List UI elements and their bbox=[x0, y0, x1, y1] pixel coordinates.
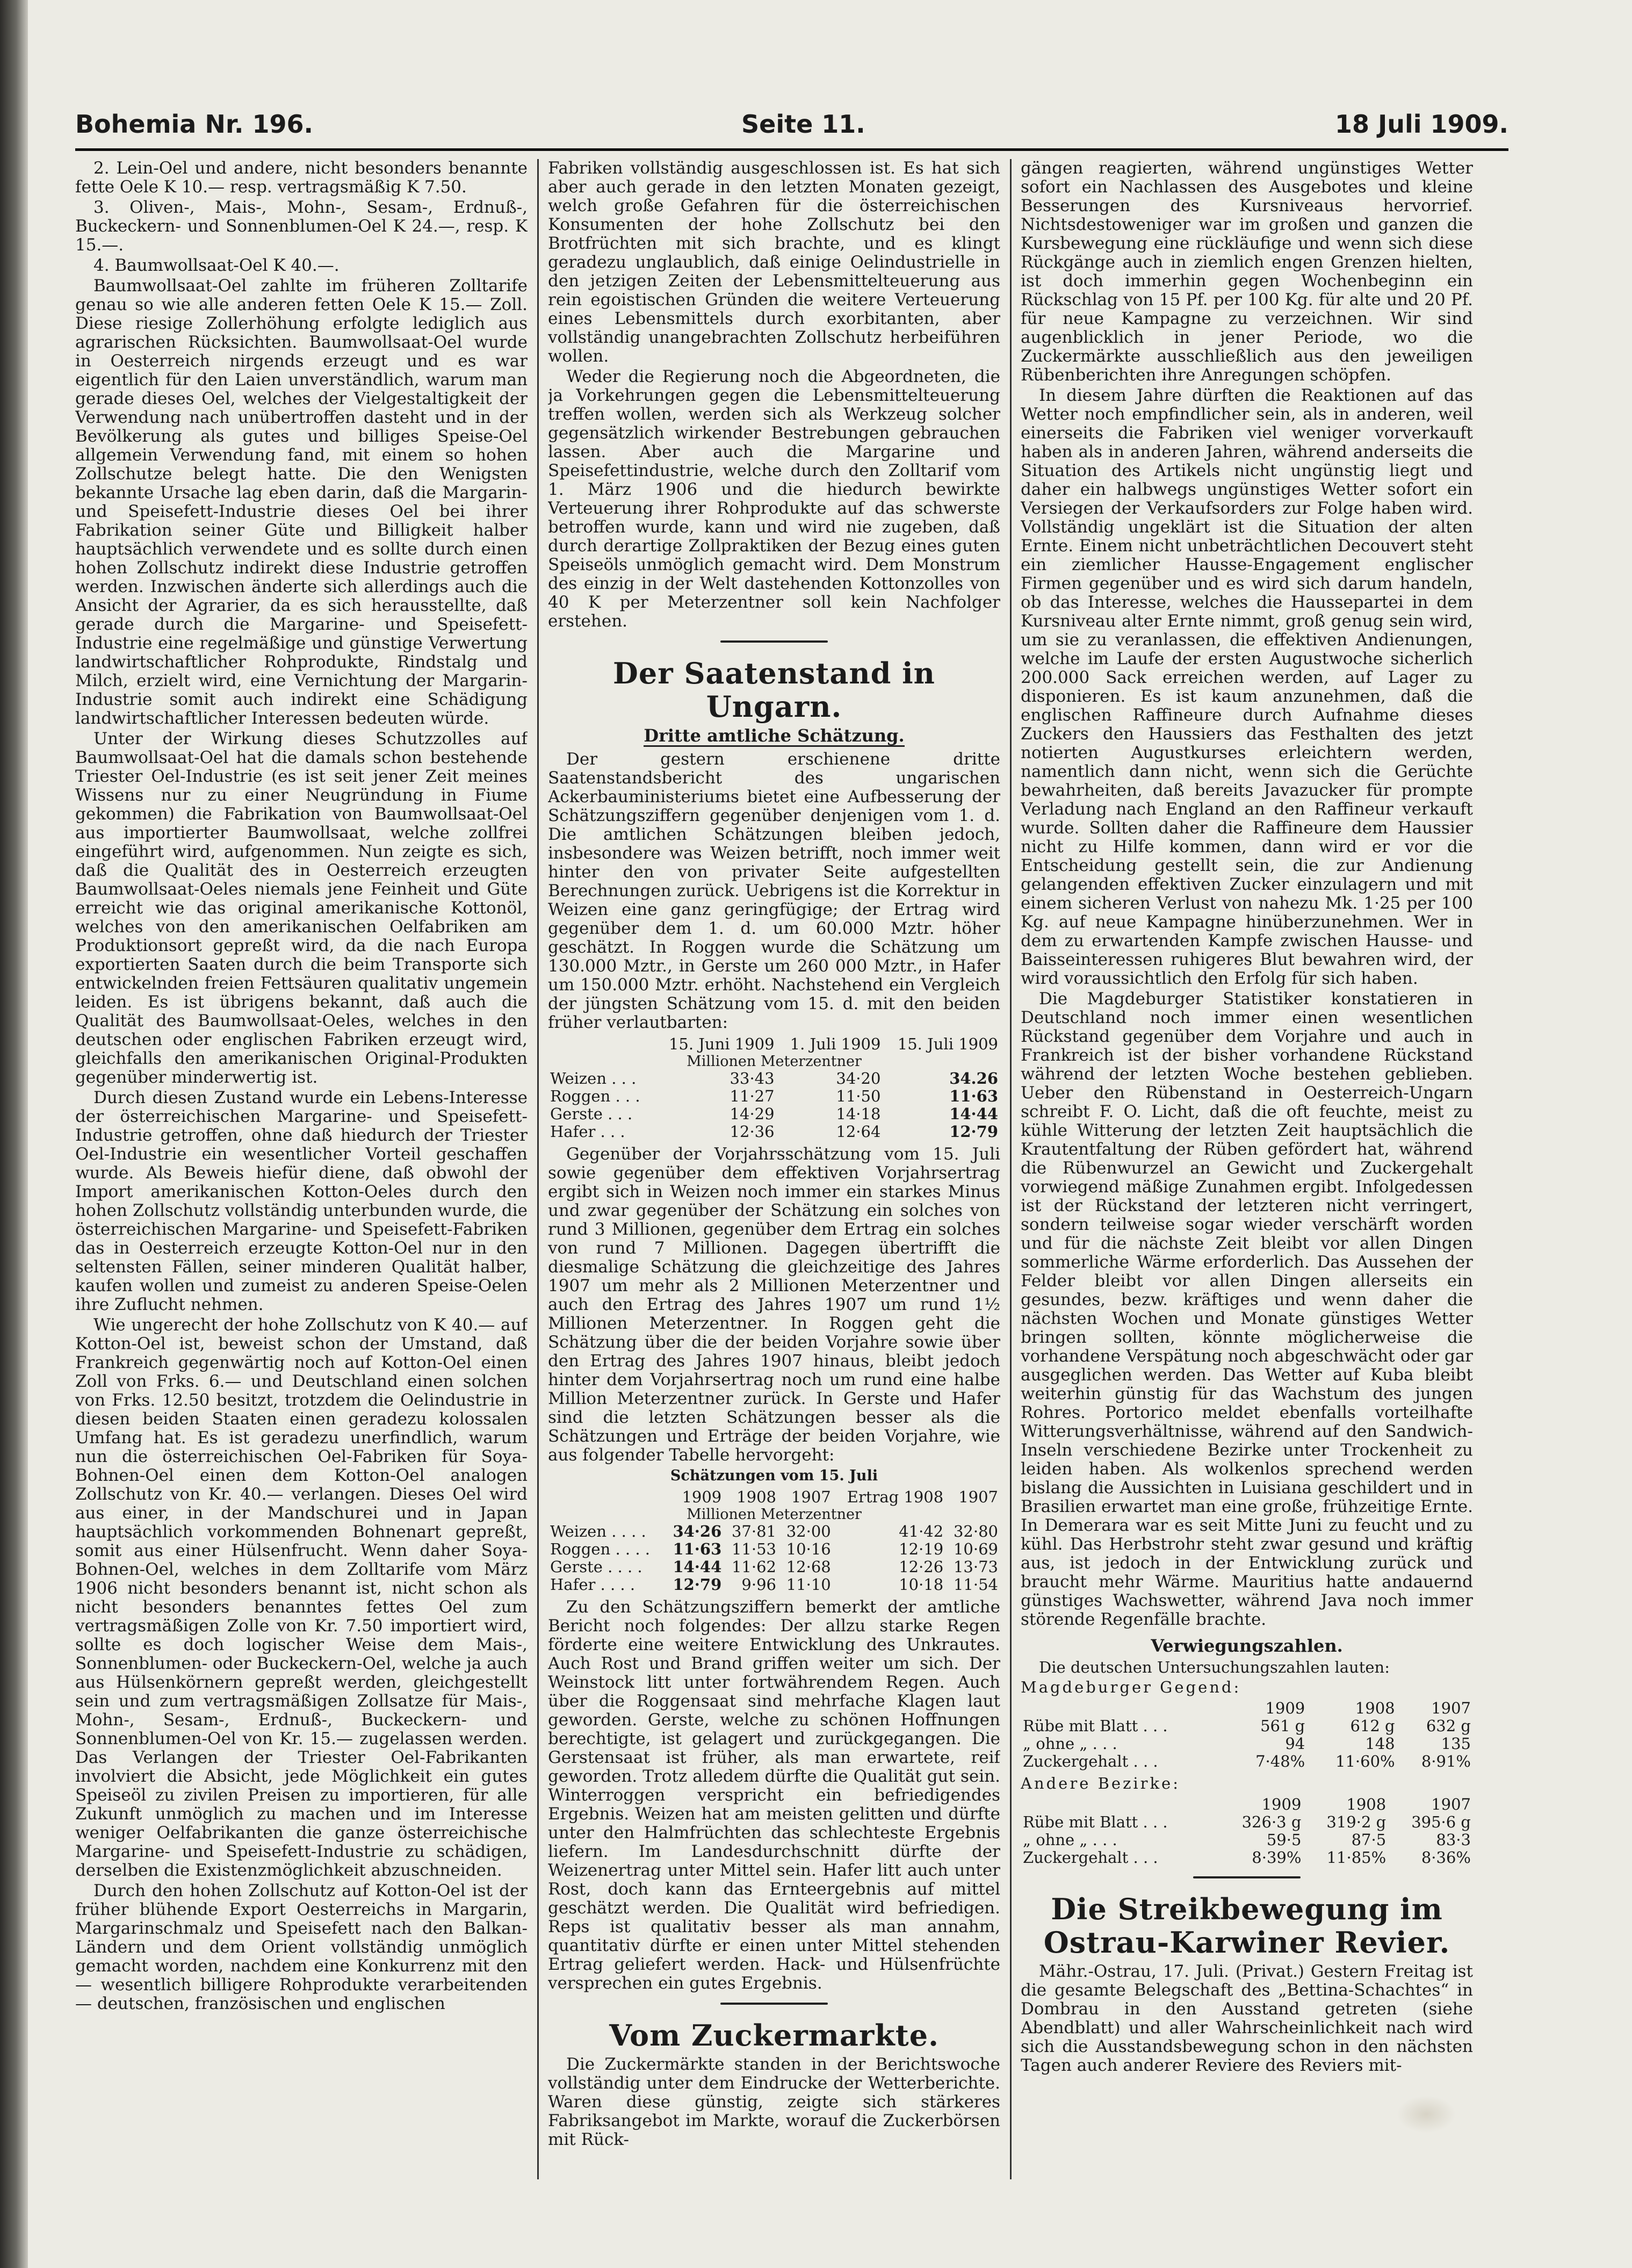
table-cell: 11·62 bbox=[731, 1558, 776, 1576]
row-label: „ ohne „ . . . bbox=[1023, 1734, 1117, 1753]
table-cell: 11·60% bbox=[1335, 1752, 1395, 1770]
table-header: 1. Juli 1909 bbox=[790, 1035, 881, 1053]
table-row bbox=[1021, 1813, 1473, 1831]
table-row bbox=[548, 1123, 1000, 1141]
weighing-title: Verwiegungszahlen. bbox=[1151, 1636, 1343, 1656]
article-subtitle bbox=[548, 726, 1000, 747]
header-date: 18 Juli 1909. bbox=[1335, 110, 1508, 139]
column-rule bbox=[1010, 159, 1012, 2179]
article-title-streik-line1: Die Streikbewegung im bbox=[1051, 1892, 1443, 1926]
table-cell: 34.26 bbox=[949, 1069, 998, 1088]
table-header: 1909 bbox=[1261, 1795, 1302, 1813]
table-row bbox=[548, 1576, 1000, 1594]
table-row bbox=[548, 1558, 1000, 1576]
table-cell: 32·00 bbox=[786, 1522, 831, 1540]
paragraph: gängen reagierten, während ungünstiges Wetter sofort ein Nachlassen des Ausgebotes und kleine Besserungen des Kursniveaus hervorrief. Nichtsdestoweniger war im großen und ganzen die Kursbewegung eine rückläufige und wenn sich diese Rückgänge auch in ziemlich engen Grenzen hielten, ist doch immerhin gegen Wochenbeginn ein Rückschlag von 15 Pf. per 100 Kg. für alte und 20 Pf. für neue Kampagne zu verzeichnen. Wir sind augenblicklich in jener Periode, wo die Zuckermärkte ausschließlich aus den jeweiligen Rübenberichten ihre Anregungen schöpfen. bbox=[1021, 159, 1473, 385]
table-cell: 12·79 bbox=[673, 1575, 722, 1594]
table-header: 1908 bbox=[1355, 1699, 1395, 1717]
paragraph: Zu den Schätzungsziffern bemerkt der amtliche Bericht noch folgendes: Der allzu starke Regen förderte eine weitere Entwicklung des Unkrautes. Auch Rost und Brand griffen weiter um sich. Der Weinstock litt unter fortwährendem Regen. Auch über die Roggensaat sind mehrfache Klagen laut geworden. Gerste, welche zu schönen Hoffnungen berechtigte, ist gelagert und zurückgegangen. Die Gerstensaat ist früher, als man erwartete, reif geworden. Trotz alledem dürfte die Qualität gut sein. Winterroggen verspricht ein befriedigendes Ergebnis. Weizen hat am meisten gelitten und dürfte unter den Halmfrüchten das schlechteste Ergebnis liefern. Im Landesdurchschnitt dürfte der Weizenertrag unter Mittel sein. Hafer litt auch unter Rost, doch kann das Ernteergebnis auf mittel geschätzt werden. Die Qualität wird befriedigen. Reps ist qualitativ besser als man annahm, quantitativ dürfte er einen unter Mittel stehenden Ertrag geliefert werden. Hack- und Hülsenfrüchte versprechen ein gutes Ergebnis. bbox=[548, 1597, 1000, 1993]
table-row bbox=[548, 1105, 1000, 1123]
row-label: Zuckergehalt . . . bbox=[1023, 1752, 1158, 1770]
table-header: Ertrag 1908 bbox=[847, 1488, 944, 1506]
column-rule bbox=[537, 159, 539, 2179]
table-cell: 11·54 bbox=[953, 1575, 998, 1594]
column-3 bbox=[1021, 159, 1473, 2190]
table-corner bbox=[548, 1035, 654, 1053]
table-cell: 14·44 bbox=[949, 1105, 998, 1123]
table-cell: 9·96 bbox=[741, 1575, 776, 1594]
row-label: Zuckergehalt . . . bbox=[1023, 1848, 1158, 1867]
table-cell: 12·36 bbox=[730, 1122, 775, 1141]
table-cell: 10·18 bbox=[899, 1575, 944, 1594]
table-unit: Millionen Meterzentner bbox=[687, 1053, 862, 1070]
table-cell: 612 g bbox=[1350, 1717, 1395, 1735]
table-cell: 11·27 bbox=[730, 1087, 775, 1105]
table-corner bbox=[1021, 1700, 1231, 1717]
table-cell: 11·85% bbox=[1326, 1848, 1387, 1867]
paragraph: Weder die Regierung noch die Abgeordneten, die ja Vorkehrungen gegen die Lebensmittelteuerung treffen wollen, werden sich als Werkzeug solcher gegensätzlich wirkender Bestrebungen gebrauchen lassen. Aber auch die Margarine und Speisefettindustrie, welche durch den Zolltarif vom 1. März 1906 und die hiedurch bewirkte Verteuerung ihrer Rohprodukte auf das schwerste betroffen wurde, kann und wird nie zugeben, daß durch derartige Zollpraktiken der Bezug eines guten Speiseöls unmöglich gemacht wird. Dem Monstrum des einzig in der Welt dastehenden Kottonzolles von 40 K per Meterzentner soll kein Nachfolger erstehen. bbox=[548, 367, 1000, 631]
table-header: 1907 bbox=[1431, 1699, 1471, 1717]
paragraph: Fabriken vollständig ausgeschlossen ist. Es hat sich aber auch gerade in den letzten Monaten gezeigt, welch große Gefahren für die österreichischen Konsumenten der hohe Zollschutz bei den Brotfrüchten mit sich brachte, und es klingt geradezu unglaublich, daß einige Oelindustrielle in den jetzigen Zeiten der Lebensmittelteuerung aus rein egoistischen Gründen die weitere Verteuerung eines Lebensmittels durch exorbitanten, aber vollständig unangebrachten Zollschutz herbeiführen wollen. bbox=[548, 159, 1000, 366]
table-row bbox=[1021, 1849, 1473, 1867]
table-row bbox=[1021, 1831, 1473, 1849]
table-row bbox=[548, 1540, 1000, 1558]
row-label: Weizen . . . . bbox=[550, 1522, 646, 1540]
paragraph: 2. Lein-Oel und andere, nicht besonders benannte fette Oele K 10.— resp. vertragsmäßig K 7.50. bbox=[75, 159, 528, 197]
table-cell: 83·3 bbox=[1436, 1831, 1471, 1849]
header-rule bbox=[75, 148, 1508, 151]
table-header: 1908 bbox=[1346, 1795, 1387, 1813]
row-label: „ ohne „ . . . bbox=[1023, 1831, 1117, 1849]
table-cell: 7·48% bbox=[1255, 1752, 1305, 1770]
column-2 bbox=[548, 159, 1000, 2190]
table-cell: 13·73 bbox=[953, 1558, 998, 1576]
table-header: 1907 bbox=[958, 1488, 998, 1506]
table-corner bbox=[1021, 1796, 1219, 1813]
paragraph: Unter der Wirkung dieses Schutzzolles auf Baumwollsaat-Oel hat die damals schon bestehende Triester Oel-Industrie (es ist seit jener Zeit meines Wissens nur zu einer Neugründung in Fiume gekommen) die Fabrikation von Baumwollsaat-Oel aus importierter Baumwollsaat, welche zollfrei eingeführt wird, aufgenommen. Nun zeigte es sich, daß die Qualität des in Oesterreich erzeugten Baumwollsaat-Oeles niemals jene Feinheit und Güte erreicht wie das original amerikanische Kottonöl, welches von den amerikanischen Oelfabriken am Produktionsort gepreßt wird, da die nach Europa exportierten Saaten durch die beim Transporte sich entwickelnden freien Fettsäuren qualitativ ungemein leiden. Es ist übrigens bekannt, daß auch die Qualität des Baumwollsaat-Oeles, welches in den deutschen oder englischen Fabriken erzeugt wird, gleichfalls den amerikanischen Original-Produkten gegenüber minderwertig ist. bbox=[75, 729, 528, 1087]
estimate-table-2 bbox=[548, 1488, 1000, 1594]
table-cell: 12·68 bbox=[786, 1558, 831, 1576]
paragraph: In diesem Jahre dürften die Reaktionen auf das Wetter noch empfindlicher sein, als in anderen, weil einerseits die Fabriken viel weniger vorverkauft haben als in anderen Jahren, während anderseits die Situation des Artikels nicht ungünstig liegt und daher ein halbwegs ungünstiges Wetter sofort ein Versiegen der Verkaufsorders zur Folge haben wird. Vollständig ungeklärt ist die Situation der alten Ernte. Einem nicht unbeträchtlichen Decouvert steht ein ziemlicher Hausse-Engagement englischer Firmen gegenüber und es wird sich darum handeln, ob das Interesse, welches die Haussepartei in dem Kursniveau alter Ernte nimmt, groß genug sein wird, um sie zu veranlassen, die effektiven Andienungen, welche im Laufe der ersten Augustwoche sicherlich 200.000 Sack erreichen werden, auf Lager zu disponieren. Es ist kaum anzunehmen, daß die englischen Raffineure durch Aufnahme dieses Zuckers den Haussiers das Festhalten des jetzt notierten Augustkurses erleichtern werden, namentlich dann nicht, wenn sich die Gerüchte bewahrheiten, daß bereits Javazucker für prompte Verladung nach England an den Raffineur verkauft wurde. Sollten daher die Raffineure dem Haussier nicht zu Hilfe kommen, dann wird er vor die Entscheidung gestellt sein, die zur Andienung gelangenden effektiven Zucker einzulagern und mit einem sicheren Verlust von nahezu Mk. 1·25 per 100 Kg. auf neue Kampagne hinüberzunehmen. Wer in dem zu erwartenden Kampfe zwischen Hausse- und Baisseinteressen ruhigeres Blut bewahren wird, der wird voraussichtlich den Erfolg für sich haben. bbox=[1021, 386, 1473, 988]
table-cell: 10·16 bbox=[786, 1540, 831, 1558]
row-label: Gerste . . . bbox=[550, 1105, 633, 1123]
table-cell: 8·39% bbox=[1252, 1848, 1302, 1867]
paragraph: Der gestern erschienene dritte Saatenstandsbericht des ungarischen Ackerbauministeriums bietet eine Aufbesserung der Schätzungsziffern gegenüber denjenigen vom 1. d. Die amtlichen Schätzungen bleiben jedoch, insbesondere was Weizen betrifft, noch immer weit hinter den von privater Seite aufgestellten Berechnungen zurück. Uebrigens ist die Korrektur in Weizen eine ganz geringfügige; der Ertrag wird gegenüber dem 1. d. um 60.000 Mztr. höher geschätzt. In Roggen wurde die Schätzung um 130.000 Mztr., in Gerste um 260 000 Mztr., in Hafer um 150.000 Mztr. erhöht. Nachstehend ein Vergleich der jüngsten Schätzung vom 15. d. mit den beiden früher verlautbarten: bbox=[548, 750, 1000, 1032]
paragraph: Wie ungerecht der hohe Zollschutz von K 40.— auf Kotton-Oel ist, beweist schon der Umstand, daß Frankreich gegenwärtig noch auf Kotton-Oel einen Zoll von Frks. 6.— und Deutschland einen solchen von Frks. 12.50 besitzt, trotzdem die Oelindustrie in diesen beiden Staaten einen geradezu kolossalen Umfang hat. Es ist geradezu unerfindlich, warum nun die österreichischen Oel-Fabriken für Soya-Bohnen-Oel einen dem Kotton-Oel analogen Zollschutz von Kr. 40.— verlangen. Dieses Oel wird aus einer, in der Mandschurei und in Japan hauptsächlich vorkommenden Bohnenart gepreßt, somit aus einer Hülsenfrucht. Wenn daher Soya-Bohnen-Oel, welches in dem Zolltarife vom März 1906 nicht besonders benannt ist, nicht schon als nicht besonders benanntes fettes Oel zum vertragsmäßigen Zolle von Kr. 7.50 importiert wird, sollte es doch logischer Weise dem Mais-, Sonnenblumen- oder Buckeckern-Oel, welche ja auch aus Hülsenkörnern gepreßt werden, gleichgestellt sein und zum vertragsmäßigen Zollsatze für Mais-, Mohn-, Sesam-, Erdnuß-, Buckeckern- und Sonnenblumen-Oel von Kr. 15.— zugelassen werden. Das Verlangen der Triester Oel-Fabrikanten involviert die Absicht, jede Möglichkeit ein gutes Speiseöl zu zivilen Preisen zu importieren, für alle Zukunft unmöglich zu machen und im Interesse weniger Oelfabrikanten die ganze österreichische Margarine- und Speisefett-Industrie zu schädigen, derselben die Existenzmöglichkeit abzuschneiden. bbox=[75, 1315, 528, 1880]
table-cell: 59·5 bbox=[1266, 1831, 1302, 1849]
table-cell: 37·81 bbox=[731, 1522, 776, 1540]
article-title-zuckermarkt: Vom Zuckermarkte. bbox=[609, 2018, 939, 2053]
table-cell: 148 bbox=[1365, 1734, 1395, 1753]
article-separator bbox=[720, 2003, 828, 2005]
article-title-streik-line2: Ostrau-Karwiner Revier. bbox=[1043, 1925, 1450, 1960]
row-label: Gerste . . . . bbox=[550, 1558, 642, 1576]
table-corner bbox=[548, 1488, 665, 1506]
table-cell: 11·50 bbox=[836, 1087, 881, 1105]
paragraph: Durch den hohen Zollschutz auf Kotton-Oel ist der früher blühende Export Oesterreichs in Margarin, Margarinschmalz und Speisefett nach den Balkan-Ländern und dem Orient vollständig unmöglich gemacht worden, nachdem eine Konkurrenz mit den — wesentlich billigere Rohprodukte verarbeitenden — deutschen, französischen und englischen bbox=[75, 1881, 528, 2013]
table-row bbox=[1021, 1753, 1473, 1770]
paragraph: 3. Oliven-, Mais-, Mohn-, Sesam-, Erdnuß-, Buckeckern- und Sonnenblumen-Oel K 24.—, resp. K 15.—. bbox=[75, 198, 528, 255]
table-row bbox=[1021, 1735, 1473, 1753]
table-cell: 94 bbox=[1285, 1734, 1305, 1753]
paragraph: Mähr.-Ostrau, 17. Juli. (Privat.) Gestern Freitag ist die gesamte Belegschaft des „Bettina-Schachtes“ in Dombrau in den Ausstand getreten (siehe Abendblatt) und aller Wahrscheinlichkeit nach wird sich die Ausstandsbewegung schon in den nächsten Tagen auch anderer Reviere des Reviers mit- bbox=[1021, 1962, 1473, 2075]
paragraph: Durch diesen Zustand wurde ein Lebens-Interesse der österreichischen Margarine- und Speisefett-Industrie getroffen, ohne daß hiedurch der Triester Oel-Industrie ein wesentlicher Vorteil geschaffen wurde. Als Beweis hiefür diene, daß obwohl der Import amerikanischen Kotton-Oeles durch den hohen Zollschutz vollständig unterbunden wurde, die österreichischen Margarine- und Speisefett-Fabriken das in Oesterreich erzeugte Kotton-Oel nur in den seltensten Fällen, seiner minderen Qualität halber, kaufen wollen und zumeist zu anderen Speise-Oelen ihre Zuflucht nehmen. bbox=[75, 1088, 528, 1314]
subtitle-text: Dritte amtliche Schätzung. bbox=[644, 725, 905, 746]
table-cell: 12·64 bbox=[836, 1122, 881, 1141]
table-cell: 41·42 bbox=[899, 1522, 944, 1540]
table-cell: 8·91% bbox=[1421, 1752, 1471, 1770]
table-cell: 12·19 bbox=[899, 1540, 944, 1558]
table-cell: 11·63 bbox=[949, 1087, 998, 1105]
table-row bbox=[548, 1070, 1000, 1088]
table-cell: 326·3 g bbox=[1241, 1813, 1302, 1831]
table-header: 1908 bbox=[736, 1488, 776, 1506]
article-title-saatenstand: Der Saatenstand in Ungarn. bbox=[613, 656, 935, 724]
table-cell: 14·18 bbox=[836, 1105, 881, 1123]
row-label: Hafer . . . bbox=[550, 1122, 625, 1141]
table-header: 1909 bbox=[682, 1488, 722, 1506]
row-label: Rübe mit Blatt . . . bbox=[1023, 1813, 1168, 1831]
table-header: 1909 bbox=[1265, 1699, 1305, 1717]
table-header: 15. Juli 1909 bbox=[897, 1035, 998, 1053]
table-cell: 11·53 bbox=[731, 1540, 776, 1558]
paragraph: Baumwollsaat-Oel zahlte im früheren Zolltarife genau so wie alle anderen fetten Oele K 15.— Zoll. Diese riesige Zollerhöhung erfolgte lediglich aus agrarischen Rücksichten. Baumwollsaat-Oel wurde in Oesterreich nirgends erzeugt und es war eigentlich für den Laien unverständlich, warum man gerade dieses Oel, welches der Vielgestaltigkeit der Verwendung nach unübertroffen dasteht und in der Bevölkerung als gutes und billiges Speise-Oel allgemein Verwendung fand, mit einem so hohen Zollschutze belegt hatte. Die den Wenigsten bekannte Ursache lag eben darin, daß die Margarin- und Speisefett-Industrie dieses Oel bei ihrer Fabrikation seiner Güte und Billigkeit halber hauptsächlich verwendete und es sollte durch einen hohen Zollschutz indirekt diese Industrie getroffen werden. Inzwischen änderte sich allerdings auch die Ansicht der Agrarier, da es sich herausstellte, daß gerade durch die Margarine- und Speisefett-Industrie eine regelmäßige und günstige Verwertung landwirtschaftlicher Rohprodukte, Rindstalg und Milch, erzielt wird, eine Vernichtung der Margarin-Industrie somit auch indirekt eine Schädigung landwirtschaftlicher Interessen bedeuten würde. bbox=[75, 276, 528, 728]
table-unit: Millionen Meterzentner bbox=[687, 1506, 862, 1523]
table-cell: 14·44 bbox=[673, 1558, 722, 1576]
table-cell: 87·5 bbox=[1351, 1831, 1387, 1849]
header-publication: Bohemia Nr. 196. bbox=[75, 110, 313, 139]
row-label: Weizen . . . bbox=[550, 1069, 637, 1088]
weighing-section-other: Andere Bezirke: bbox=[1021, 1774, 1180, 1792]
weighing-table-other bbox=[1021, 1796, 1473, 1867]
page-header bbox=[75, 105, 1508, 148]
table-header: 1907 bbox=[1431, 1795, 1471, 1813]
article-separator bbox=[720, 640, 828, 643]
table-cell: 11·10 bbox=[786, 1575, 831, 1594]
weighing-table-magdeburg bbox=[1021, 1700, 1473, 1770]
table-title: Schätzungen vom 15. Juli bbox=[670, 1467, 878, 1484]
table-cell: 10·69 bbox=[953, 1540, 998, 1558]
table-row bbox=[548, 1523, 1000, 1540]
table-cell: 395·6 g bbox=[1411, 1813, 1471, 1831]
table-cell: 135 bbox=[1441, 1734, 1471, 1753]
row-label: Rübe mit Blatt . . . bbox=[1023, 1717, 1168, 1735]
table-row bbox=[548, 1088, 1000, 1105]
table-cell: 632 g bbox=[1426, 1717, 1471, 1735]
column-1 bbox=[75, 159, 528, 2190]
table-cell: 14·29 bbox=[730, 1105, 775, 1123]
table-cell: 33·43 bbox=[730, 1069, 775, 1088]
row-label: Roggen . . . . bbox=[550, 1540, 651, 1558]
header-page-number: Seite 11. bbox=[741, 110, 865, 139]
estimate-table-1 bbox=[548, 1035, 1000, 1141]
weighing-section-magdeburg: Magdeburger Gegend: bbox=[1021, 1678, 1241, 1696]
table-header: 1907 bbox=[791, 1488, 831, 1506]
binding-edge bbox=[0, 0, 28, 2268]
paragraph: Gegenüber der Vorjahrsschätzung vom 15. Juli sowie gegenüber dem effektiven Vorjahrsertrag ergibt sich in Weizen noch immer ein starkes Minus und zwar gegenüber der Schätzung ein solches von rund 3 Millionen, gegenüber dem Ertrag ein solches von rund 7 Millionen. Dagegen übertrifft die diesmalige Schätzung die gleichzeitige des Jahres 1907 um mehr als 2 Millionen Meterzentner und auch den Ertrag des Jahres 1907 um rund 1½ Millionen Meterzentner. In Roggen geht die Schätzung über die der beiden Vorjahre sowie über den Ertrag des Jahres 1907 hinaus, bleibt jedoch hinter dem Vorjahrsertrag noch um rund eine halbe Million Meterzentner zurück. In Gerste und Hafer sind die letzten Schätzungen besser als die Schätzungen und Erträge der beiden Vorjahre, wie aus folgender Tabelle hervorgeht: bbox=[548, 1144, 1000, 1465]
table-row bbox=[1021, 1717, 1473, 1735]
table-cell: 12·26 bbox=[899, 1558, 944, 1576]
paragraph: Die Magdeburger Statistiker konstatieren in Deutschland noch immer einen wesentlichen Rückstand gegenüber dem Vorjahre und auch in Frankreich ist der bisher vorhandene Rückstand während der letzten Woche bestehen geblieben. Ueber den Rübenstand in Oesterreich-Ungarn schreibt F. O. Licht, daß die oft feuchte, meist zu kühle Witterung der letzten Zeit hauptsächlich die Krautentfaltung der Rüben gefördert hat, während die Rübenwurzel an Gewicht und Zuckergehalt vorwiegend mäßige Zunahmen ergibt. Infolgedessen ist der Rückstand der letzteren nicht verringert, sondern teilweise sogar wieder verschärft worden und für die nächste Zeit bleibt vor allen Dingen sommerliche Wärme erforderlich. Das Aussehen der Felder bleibt vor allen Dingen allerseits ein gesundes, bezw. kräftiges und wenn daher die nächsten Wochen und Monate günstiges Wetter bringen sollten, könnte möglicherweise die vorhandene Verspätung noch abgeschwächt oder gar ausgeglichen werden. Das Wetter auf Kuba bleibt weiterhin günstig für das Wachstum des jungen Rohres. Portorico meldet ebenfalls vorteilhafte Witterungsverhältnisse, während auf den Sandwich-Inseln verschiedene Bezirke unter Trockenheit zu leiden haben. Als wolkenlos sprechend werden bislang die Aussichten in Luisiana geschildert und in Brasilien erwartet man eine große, frühzeitige Ernte. In Demerara war es seit Mitte Juni zu feucht und zu kühl. Das Herbstrohr steht zwar gesund und kräftig aus, ist jedoch in der Entwicklung zurück und braucht mehr Wärme. Mauritius hatte andauernd günstiges Wachswetter, während Java noch immer störende Regenfälle brachte. bbox=[1021, 989, 1473, 1629]
row-label: Hafer . . . . bbox=[550, 1575, 636, 1594]
article-separator bbox=[1193, 1876, 1301, 1878]
paragraph: 4. Baumwollsaat-Oel K 40.—. bbox=[93, 256, 340, 275]
table-cell: 8·36% bbox=[1421, 1848, 1471, 1867]
table-cell: 11·63 bbox=[673, 1540, 722, 1558]
paragraph: Die Zuckermärkte standen in der Berichtswoche vollständig unter dem Eindrucke der Wetterberichte. Waren diese günstig, zeigte sich stärkeres Fabriksangebot im Markte, worauf die Zuckerbörsen mit Rück- bbox=[548, 2055, 1000, 2149]
row-label: Roggen . . . bbox=[550, 1087, 640, 1105]
table-cell: 32·80 bbox=[953, 1522, 998, 1540]
weighing-intro: Die deutschen Untersuchungszahlen lauten: bbox=[1039, 1658, 1390, 1676]
table-cell: 34·20 bbox=[836, 1069, 881, 1088]
table-cell: 12·79 bbox=[949, 1122, 998, 1141]
table-cell: 319·2 g bbox=[1326, 1813, 1387, 1831]
table-cell: 561 g bbox=[1260, 1717, 1305, 1735]
table-cell: 34·26 bbox=[673, 1522, 722, 1540]
table-header: 15. Juni 1909 bbox=[668, 1035, 775, 1053]
